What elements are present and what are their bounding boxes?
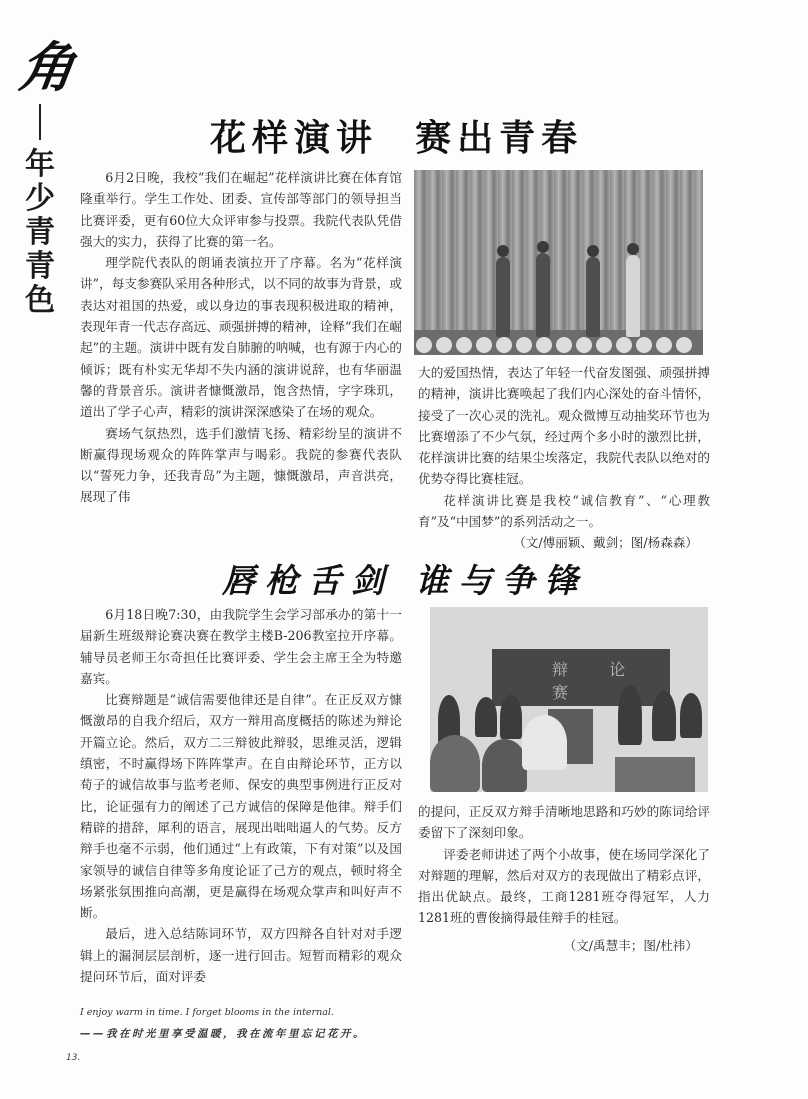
article1-title: 花样演讲 赛出青春 (210, 118, 584, 159)
blackboard (492, 649, 670, 706)
paragraph: 评委老师讲述了两个小故事，使在场同学深化了对辩题的理解，然后对双方的表现做出了精彩点评，指出优缺点。最终，工商1281班夺得冠军，人力1281班的曹俊摘得最佳辩手的桂冠。 (418, 846, 710, 926)
performer (626, 255, 640, 337)
article2-left-column (80, 604, 402, 987)
blackboard-text: 辩 论 赛 (552, 660, 644, 702)
footer-quote-chinese: ——我在时光里享受温暖，我在流年里忘记花开。 (80, 1028, 366, 1040)
performer (496, 257, 510, 337)
paragraph: 理学院代表队的朗诵表演拉开了序幕。名为“花样演讲”，每支参赛队采用各种形式，以不同的故事为背景，或表达对祖国的热爱，或以身边的事表现积极进取的精神，表现年青一代志存高远、顽强拼搏的精神，诠释“我们在崛起”的主题。演讲中既有发自肺腑的呐喊，也有源于内心的倾诉；既有朴实无华却不失内涵的演讲说辞，也有华丽温馨的背景音乐。演讲者慷慨激昂，饱含热情，字字珠玑，道出了学子心声，精彩的演讲深深感染了在场的观众。 (80, 255, 402, 420)
column-mark-char: 青 (25, 249, 55, 284)
column-mark-char: 少 (25, 181, 55, 216)
performer (536, 253, 550, 337)
article1-right-column (418, 362, 710, 554)
paragraph: 最后，进入总结陈词环节，双方四辩各自针对对手逻辑上的漏洞层层剖析，逐一进行回击。短暂而精彩的观众提问环节后，面对评委 (80, 926, 402, 985)
column-mark-divider (39, 104, 41, 140)
paragraph: 6月18日晚7:30，由我院学生会学习部承办的第十一届新生班级辩论赛决赛在教学主楼B-206教室拉开序幕。辅导员老师王尔奇担任比赛评委、学生会主席王全为特邀嘉宾。 (80, 607, 402, 686)
article2-credit: （文/禹慧丰；图/杜祎） (563, 937, 698, 953)
paragraph: 赛场气氛热烈，选手们激情飞扬、精彩纷呈的演讲不断赢得现场观众的阵阵掌声与喝彩。我院的参赛代表队以“誓死力争，还我青岛”为主题，慷慨激昂，声音洪亮，展现了伟 (80, 425, 402, 505)
column-mark-calligraphy: 角 (15, 36, 79, 99)
article1-credit: （文/傅丽颖、戴剑；图/杨森森） (513, 535, 698, 551)
paragraph: 的提问，正反双方辩手清晰地思路和巧妙的陈词给评委留下了深刻印象。 (418, 804, 710, 841)
speech-contest-photo (414, 170, 703, 355)
footer-quote-english: I enjoy warm in time. I forget blooms in the internal. (80, 1007, 334, 1018)
paragraph: 花样演讲比赛是我校“诚信教育”、“心理教育”及“中国梦”的系列活动之一。 (418, 492, 710, 530)
paragraph: 比赛辩题是“诚信需要他律还是自律”。在正反双方慷慨激昂的自我介绍后，双方一辩用高度概括的陈述为辩论开篇立论。然后，双方二三辩彼此辩驳，思维灵活，逻辑缜密，不时赢得场下阵阵掌声。在自由辩论环节，正方以荀子的诚信故事与监考老师、保安的典型事例进行正反对比，论证强有力的阐述了己方诚信的保障是他律。辩手们精辟的措辞，犀利的语言，展现出咄咄逼人的气势。反方辩手也毫不示弱，他们通过“上有政策，下有对策”以及国家领导的诚信自律等多角度论证了己方的观点，顿时将全场紧张氛围推向高潮，更是赢得在场观众掌声和叫好声不断。 (80, 692, 402, 921)
paragraph: 6月2日晚，我校“我们在崛起”花样演讲比赛在体育馆隆重举行。学生工作处、团委、宣传部等部门的领导担当比赛评委，更有60位大众评审参与投票。我院代表队凭借强大的实力，获得了比赛的第一名。 (80, 170, 402, 249)
column-mark (15, 36, 79, 318)
article1-left-column (80, 167, 402, 508)
paragraph: 大的爱国热情，表达了年轻一代奋发图强、顽强拼搏的精神，演讲比赛唤起了我们内心深处的奋斗情怀，接受了一次心灵的洗礼。观众微博互动抽奖环节也为比赛增添了不少气氛，经过两个多小时的激烈比拼，花样演讲比赛的结果尘埃落定，我院代表队以绝对的优势夺得比赛桂冠。 (418, 365, 710, 487)
table (615, 757, 695, 792)
column-mark-char: 色 (25, 283, 55, 318)
column-mark-char: 青 (25, 215, 55, 250)
column-mark-char: 年 (25, 147, 55, 182)
debate-photo (430, 607, 708, 792)
article2-right-column (418, 801, 710, 956)
article2-title: 唇枪舌剑 谁与争锋 (222, 561, 588, 600)
page-number: 13. (66, 1053, 81, 1063)
performer (586, 257, 600, 337)
